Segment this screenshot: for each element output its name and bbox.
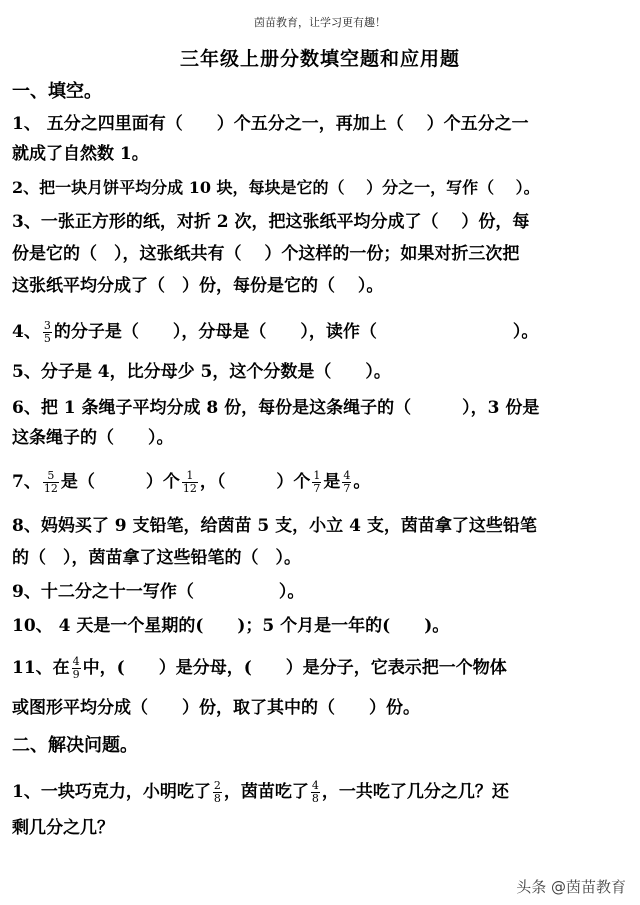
fraction bbox=[43, 320, 52, 345]
fraction-numerator: 4 bbox=[311, 779, 319, 792]
fraction-denominator: 9 bbox=[72, 668, 80, 681]
question-7-text-4: 。 bbox=[353, 472, 371, 492]
problem-1-text-1: ，茵苗吃了 bbox=[223, 782, 309, 802]
fraction-denominator: 12 bbox=[182, 482, 197, 495]
header-note: 茵苗教育，让学习更有趣！ bbox=[254, 16, 386, 29]
question-3-line-2: 份是它的（ ），这张纸共有（ ）个这样的一份；如果对折三次把 bbox=[12, 244, 520, 264]
fraction-numerator: 5 bbox=[43, 470, 59, 483]
question-11-line-2: 或图形平均分成（ ）份，取了其中的（ ）份。 bbox=[12, 698, 420, 718]
watermark: 头条 @茵苗教育 bbox=[516, 878, 626, 896]
question-4-text: 的分子是（ ），分母是（ ），读作（ ）。 bbox=[53, 322, 539, 342]
question-5: 5、分子是 4，比分母少 5，这个分数是（ ）。 bbox=[12, 362, 391, 382]
question-7-text-2: ，（ ）个 bbox=[199, 472, 311, 492]
question-6-line-2: 这条绳子的（ ）。 bbox=[12, 428, 174, 448]
fraction bbox=[43, 470, 59, 495]
question-11-line-1 bbox=[12, 656, 640, 681]
fraction-denominator: 7 bbox=[313, 482, 321, 495]
fraction-denominator: 5 bbox=[43, 332, 51, 345]
page-title: 三年级上册分数填空题和应用题 bbox=[179, 48, 460, 70]
question-8-line-2: 的（ ），茵苗拿了这些铅笔的（ ）。 bbox=[12, 548, 301, 568]
fraction-numerator: 2 bbox=[213, 779, 221, 792]
question-3-line-1: 3、一张正方形的纸，对折 2 次，把这张纸平均分成了（ ）份，每 bbox=[12, 212, 530, 232]
question-6-line-1: 6、把 1 条绳子平均分成 8 份，每份是这条绳子的（ ），3 份是 bbox=[12, 398, 540, 418]
question-10: 10、 4 天是一个星期的( )；5 个月是一年的( )。 bbox=[12, 616, 450, 636]
question-1-line-1: 1、 五分之四里面有（ ）个五分之一，再加上（ ）个五分之一 bbox=[12, 114, 529, 134]
question-11-text: 中，( ）是分母，( ）是分子，它表示把一个物体 bbox=[82, 658, 507, 678]
question-7-text-3: 是 bbox=[323, 472, 341, 492]
question-11-number: 11、在 bbox=[12, 658, 70, 678]
fraction bbox=[213, 780, 222, 805]
question-4 bbox=[12, 320, 640, 345]
question-7 bbox=[12, 470, 640, 495]
problem-1-line-1 bbox=[12, 780, 640, 805]
question-8-line-1: 8、妈妈买了 9 支铅笔，给茵苗 5 支，小立 4 支，茵苗拿了这些铅笔 bbox=[12, 516, 537, 536]
fraction-numerator: 4 bbox=[72, 655, 80, 668]
question-1-line-2: 就成了自然数 1。 bbox=[12, 144, 149, 164]
fraction bbox=[342, 470, 351, 495]
fraction-numerator: 1 bbox=[313, 469, 321, 482]
fraction bbox=[311, 780, 320, 805]
fraction-numerator: 3 bbox=[43, 319, 51, 332]
question-9: 9、十二分之十一写作（ ）。 bbox=[12, 582, 305, 602]
problem-1-line-2: 剩几分之几？ bbox=[12, 818, 114, 838]
fraction-denominator: 8 bbox=[213, 792, 221, 805]
fraction-numerator: 1 bbox=[182, 470, 198, 483]
fraction-numerator: 4 bbox=[343, 469, 351, 482]
question-7-text-1: 是（ ）个 bbox=[60, 472, 180, 492]
fraction bbox=[312, 470, 321, 495]
fraction-denominator: 8 bbox=[311, 792, 319, 805]
section-2-title: 二、解决问题。 bbox=[12, 735, 138, 756]
fraction bbox=[72, 656, 81, 681]
problem-1-text-2: ，一共吃了几分之几？还 bbox=[321, 782, 509, 802]
section-1-title: 一、填空。 bbox=[12, 81, 102, 102]
question-2: 2、把一块月饼平均分成 10 块，每块是它的（ ）分之一，写作（ ）。 bbox=[12, 178, 540, 197]
question-7-number: 7、 bbox=[12, 472, 41, 492]
fraction-denominator: 7 bbox=[343, 482, 351, 495]
question-4-number: 4、 bbox=[12, 322, 41, 342]
problem-1-text: 1、一块巧克力，小明吃了 bbox=[12, 782, 211, 802]
fraction bbox=[182, 470, 198, 495]
fraction-denominator: 12 bbox=[43, 482, 58, 495]
question-3-line-3: 这张纸平均分成了（ ）份，每份是它的（ ）。 bbox=[12, 276, 384, 296]
